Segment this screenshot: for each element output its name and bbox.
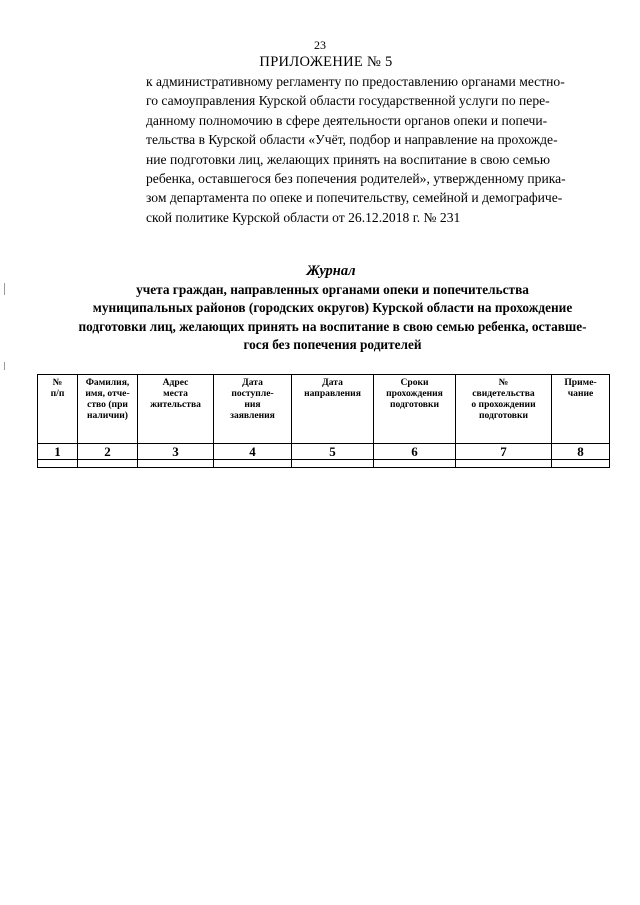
page-number: 23 xyxy=(314,38,326,52)
empty-cell xyxy=(374,460,456,468)
column-header: № свидетельства о прохождении подготовки xyxy=(456,375,552,444)
column-header: Сроки прохождения подготовки xyxy=(374,375,456,444)
appendix-text-line: к административному регламенту по предоставлению органами местно- xyxy=(146,74,565,89)
empty-cell xyxy=(214,460,292,468)
column-header: № п/п xyxy=(38,375,78,444)
appendix-text xyxy=(146,72,620,227)
appendix-text-line: ской политике Курской области от 26.12.2018 г. № 231 xyxy=(146,209,461,225)
empty-cell xyxy=(78,460,138,468)
journal-subtitle-line: муниципальных районов (городских округов) Курской области на прохождение xyxy=(92,300,573,316)
empty-cell xyxy=(292,460,374,468)
column-number: 7 xyxy=(456,444,552,460)
column-number: 6 xyxy=(374,444,456,460)
journal-subtitle xyxy=(36,281,629,354)
column-number-row xyxy=(38,444,610,460)
column-header: Фамилия, имя, отче- ство (при наличии) xyxy=(78,375,138,444)
margin-scan-mark xyxy=(4,362,5,370)
empty-table-row xyxy=(38,460,610,468)
journal-subtitle-line: подготовки лиц, желающих принять на воспитание в свою семью ребенка, оставше- xyxy=(78,318,587,334)
journal-subtitle-line: учета граждан, направленных органами опеки и попечительства xyxy=(136,282,529,297)
column-number: 5 xyxy=(292,444,374,460)
journal-title: Журнал xyxy=(306,263,356,279)
column-number: 3 xyxy=(138,444,214,460)
column-number: 8 xyxy=(552,444,610,460)
appendix-text-line: го самоуправления Курской области государственной услуги по пере- xyxy=(146,93,550,109)
empty-cell xyxy=(138,460,214,468)
appendix-title: ПРИЛОЖЕНИЕ № 5 xyxy=(259,54,393,70)
appendix-text-line: зом департамента по опеке и попечительству, семейной и демографиче- xyxy=(146,190,563,206)
column-number: 1 xyxy=(38,444,78,460)
journal-subtitle-line: гося без попечения родителей xyxy=(243,336,422,352)
column-header: Приме- чание xyxy=(552,375,610,444)
appendix-text-line: тельства в Курской области «Учёт, подбор и направление на прохожде- xyxy=(146,132,558,148)
appendix-text-line: ребенка, оставшегося без попечения родителей», утвержденному прика- xyxy=(146,171,566,187)
column-number: 4 xyxy=(214,444,292,460)
empty-cell xyxy=(456,460,552,468)
table-header-row xyxy=(38,375,610,444)
column-header: Дата направления xyxy=(292,375,374,444)
column-header: Дата поступле- ния заявления xyxy=(214,375,292,444)
appendix-text-line: данному полномочию в сфере деятельности органов опеки и попечи- xyxy=(146,112,548,128)
appendix-text-line: ние подготовки лиц, желающих принять на воспитание в свою семью xyxy=(146,151,550,167)
column-number: 2 xyxy=(78,444,138,460)
margin-scan-mark xyxy=(4,283,5,295)
column-header: Адрес места жительства xyxy=(138,375,214,444)
empty-cell xyxy=(552,460,610,468)
empty-cell xyxy=(38,460,78,468)
journal-table xyxy=(37,374,610,468)
